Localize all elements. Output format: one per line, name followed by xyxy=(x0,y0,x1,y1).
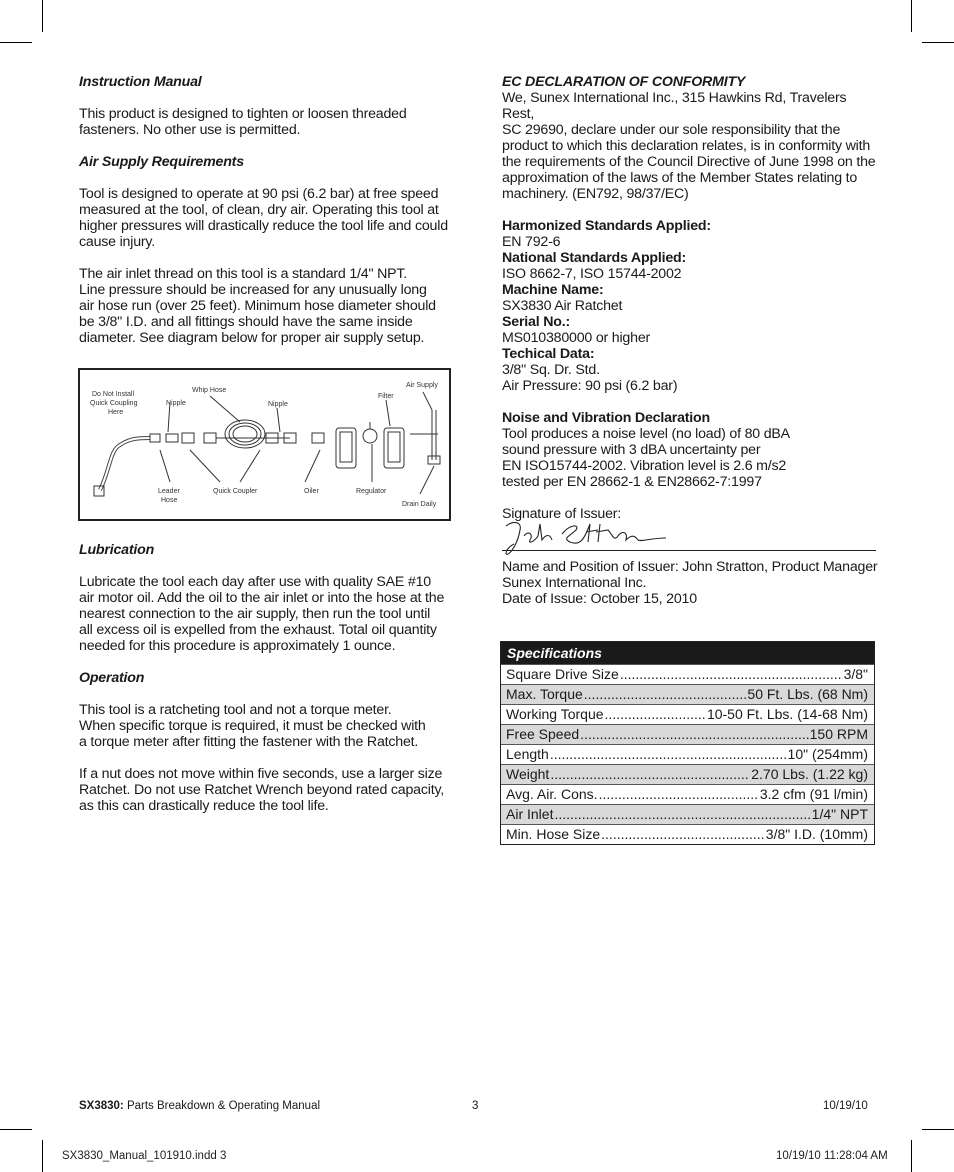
spec-label: Square Drive Size xyxy=(506,666,619,682)
left-column-lower xyxy=(79,542,454,814)
serial-value: MS010380000 or higher xyxy=(502,330,651,346)
spec-leader-dots xyxy=(605,705,706,724)
air-supply-diagram-svg xyxy=(80,370,449,519)
diagram-label: Do Not Install xyxy=(92,391,135,398)
spec-value: 50 Ft. Lbs. (68 Nm) xyxy=(747,686,868,702)
crop-mark xyxy=(922,1129,954,1130)
diagram-label: Drain Daily xyxy=(402,501,437,508)
spec-value: 3/8" xyxy=(843,666,868,682)
spec-value: 3.2 cfm (91 l/min) xyxy=(759,786,868,802)
noise-label: Noise and Vibration Declaration xyxy=(502,410,710,426)
diagram-label: Regulator xyxy=(356,488,387,495)
tech-label: Techical Data: xyxy=(502,346,595,362)
spec-row xyxy=(501,824,874,844)
diagram-label: Nipple xyxy=(166,400,186,407)
national-label: National Standards Applied: xyxy=(502,250,687,266)
air-supply-text-1: Tool is designed to operate at 90 psi (6.2 bar) at free speed measured at the tool, of clean, dry air. Operating this tool at higher pressures will drastically reduce the tool life and could cause injury. xyxy=(79,186,448,250)
spec-value: 3/8" I.D. (10mm) xyxy=(765,826,868,842)
national-value: ISO 8662-7, ISO 15744-2002 xyxy=(502,266,682,282)
harmonized-label: Harmonized Standards Applied: xyxy=(502,218,711,234)
signature-line xyxy=(502,550,876,551)
diagram-label: Quick Coupler xyxy=(213,488,258,495)
spec-label: Max. Torque xyxy=(506,686,583,702)
spec-leader-dots xyxy=(580,725,808,744)
slug-timestamp: 10/19/10 11:28:04 AM xyxy=(776,1150,888,1162)
spec-leader-dots xyxy=(550,745,787,764)
spec-row xyxy=(501,804,874,824)
crop-mark xyxy=(911,1140,912,1172)
spec-row xyxy=(501,744,874,764)
air-supply-text-2: The air inlet thread on this tool is a standard 1/4" NPT. Line pressure should be increased for any unusually long air hose run (over 25 feet). Minimum hose diameter should be 3/8" I.D. and all fittings should have the same inside diameter. See diagram below for proper air supply setup. xyxy=(79,266,436,346)
diagram-label: Oiler xyxy=(304,488,319,495)
spec-value: 1/4" NPT xyxy=(811,806,868,822)
crop-mark xyxy=(42,0,43,32)
instruction-title: Instruction Manual xyxy=(79,74,202,90)
spec-value: 10-50 Ft. Lbs. (14-68 Nm) xyxy=(706,706,868,722)
instruction-text: This product is designed to tighten or loosen threaded fasteners. No other use is permitted. xyxy=(79,106,407,138)
serial-label: Serial No.: xyxy=(502,314,570,330)
specifications-title: Specifications xyxy=(501,642,874,664)
spec-row xyxy=(501,684,874,704)
lubrication-text: Lubricate the tool each day after use with quality SAE #10 air motor oil. Add the oil to the air inlet or into the hose at the nearest connection to the air supply, then run the tool until all excess oil is expelled from the exhaust. Total oil quantity needed for this procedure is approximately 1 ounce. xyxy=(79,574,445,654)
spec-label: Length xyxy=(506,746,549,762)
air-supply-title: Air Supply Requirements xyxy=(79,154,244,170)
slug-file: SX3830_Manual_101910.indd 3 xyxy=(62,1150,227,1162)
lubrication-title: Lubrication xyxy=(79,542,155,558)
spec-row xyxy=(501,704,874,724)
machine-label: Machine Name: xyxy=(502,282,604,298)
signature-label: Signature of Issuer: xyxy=(502,506,622,522)
issuer-text: Name and Position of Issuer: John Stratton, Product Manager Sunex International Inc. Date of Issue: October 15, 2010 xyxy=(502,559,878,607)
spec-leader-dots xyxy=(601,825,765,844)
spec-label: Min. Hose Size xyxy=(506,826,601,842)
operation-title: Operation xyxy=(79,670,145,686)
signature-image xyxy=(500,512,670,558)
footer-title xyxy=(79,1100,320,1112)
spec-leader-dots xyxy=(620,665,843,684)
spec-label: Working Torque xyxy=(506,706,604,722)
diagram-label: Nipple xyxy=(268,401,288,408)
spec-label: Weight xyxy=(506,766,550,782)
crop-mark xyxy=(911,0,912,32)
footer-model: SX3830: xyxy=(79,1100,124,1112)
noise-text: Tool produces a noise level (no load) of 80 dBA sound pressure with 3 dBA uncertainty per EN ISO15744-2002. Vibration level is 2.6 m/s2 tested per EN 28662-1 & EN28662-7:1997 xyxy=(502,426,790,490)
crop-mark xyxy=(922,42,954,43)
ec-title: EC DECLARATION OF CONFORMITY xyxy=(502,74,746,90)
diagram-label: Leader xyxy=(158,488,180,495)
diagram-label: Filter xyxy=(378,393,394,400)
tech-value-2: Air Pressure: 90 psi (6.2 bar) xyxy=(502,378,678,394)
spec-value: 2.70 Lbs. (1.22 kg) xyxy=(751,766,868,782)
diagram-label: Here xyxy=(108,409,124,416)
page-number: 3 xyxy=(472,1100,479,1112)
spec-row xyxy=(501,784,874,804)
spec-label: Free Speed xyxy=(506,726,580,742)
footer-doc-title: Parts Breakdown & Operating Manual xyxy=(126,1100,321,1112)
spec-row xyxy=(501,724,874,744)
right-column xyxy=(502,74,878,522)
footer-date: 10/19/10 xyxy=(823,1100,868,1112)
spec-value: 10" (254mm) xyxy=(787,746,868,762)
spec-value: 150 RPM xyxy=(809,726,868,742)
diagram-label: Hose xyxy=(161,497,178,504)
machine-value: SX3830 Air Ratchet xyxy=(502,298,623,314)
specifications-rows xyxy=(501,664,874,844)
spec-row xyxy=(501,664,874,684)
ec-text: We, Sunex International Inc., 315 Hawkins Rd, Travelers Rest, SC 29690, declare under our sole responsibility that the product to which this declaration relates, is in conformity with the requirements of the Council Directive of June 1998 on the approximation of the laws of the Member States relating to machinery. (EN792, 98/37/EC) xyxy=(502,90,876,202)
spec-label: Air Inlet xyxy=(506,806,554,822)
harmonized-value: EN 792-6 xyxy=(502,234,561,250)
diagram-label: Whip Hose xyxy=(192,387,227,394)
diagram-label: Air Supply xyxy=(406,382,438,389)
operation-text-1: This tool is a ratcheting tool and not a torque meter. When specific torque is required, it must be checked with a torque meter after fitting the fastener with the Ratchet. xyxy=(79,702,426,750)
spec-leader-dots xyxy=(599,785,759,804)
spec-leader-dots xyxy=(550,765,750,784)
crop-mark xyxy=(0,42,32,43)
air-supply-diagram xyxy=(78,368,451,521)
left-column xyxy=(79,74,454,346)
issuer-block xyxy=(502,559,878,607)
spec-row xyxy=(501,764,874,784)
spec-leader-dots xyxy=(554,805,810,824)
crop-mark xyxy=(0,1129,32,1130)
spec-leader-dots xyxy=(584,685,747,704)
spec-label: Avg. Air. Cons. xyxy=(506,786,598,802)
diagram-label: Quick Coupling xyxy=(90,400,138,407)
operation-text-2: If a nut does not move within five seconds, use a larger size Ratchet. Do not use Ratchet Wrench beyond rated capacity, as this can drastically reduce the tool life. xyxy=(79,766,445,814)
specifications-table xyxy=(500,641,875,845)
tech-value-1: 3/8" Sq. Dr. Std. xyxy=(502,362,600,378)
crop-mark xyxy=(42,1140,43,1172)
